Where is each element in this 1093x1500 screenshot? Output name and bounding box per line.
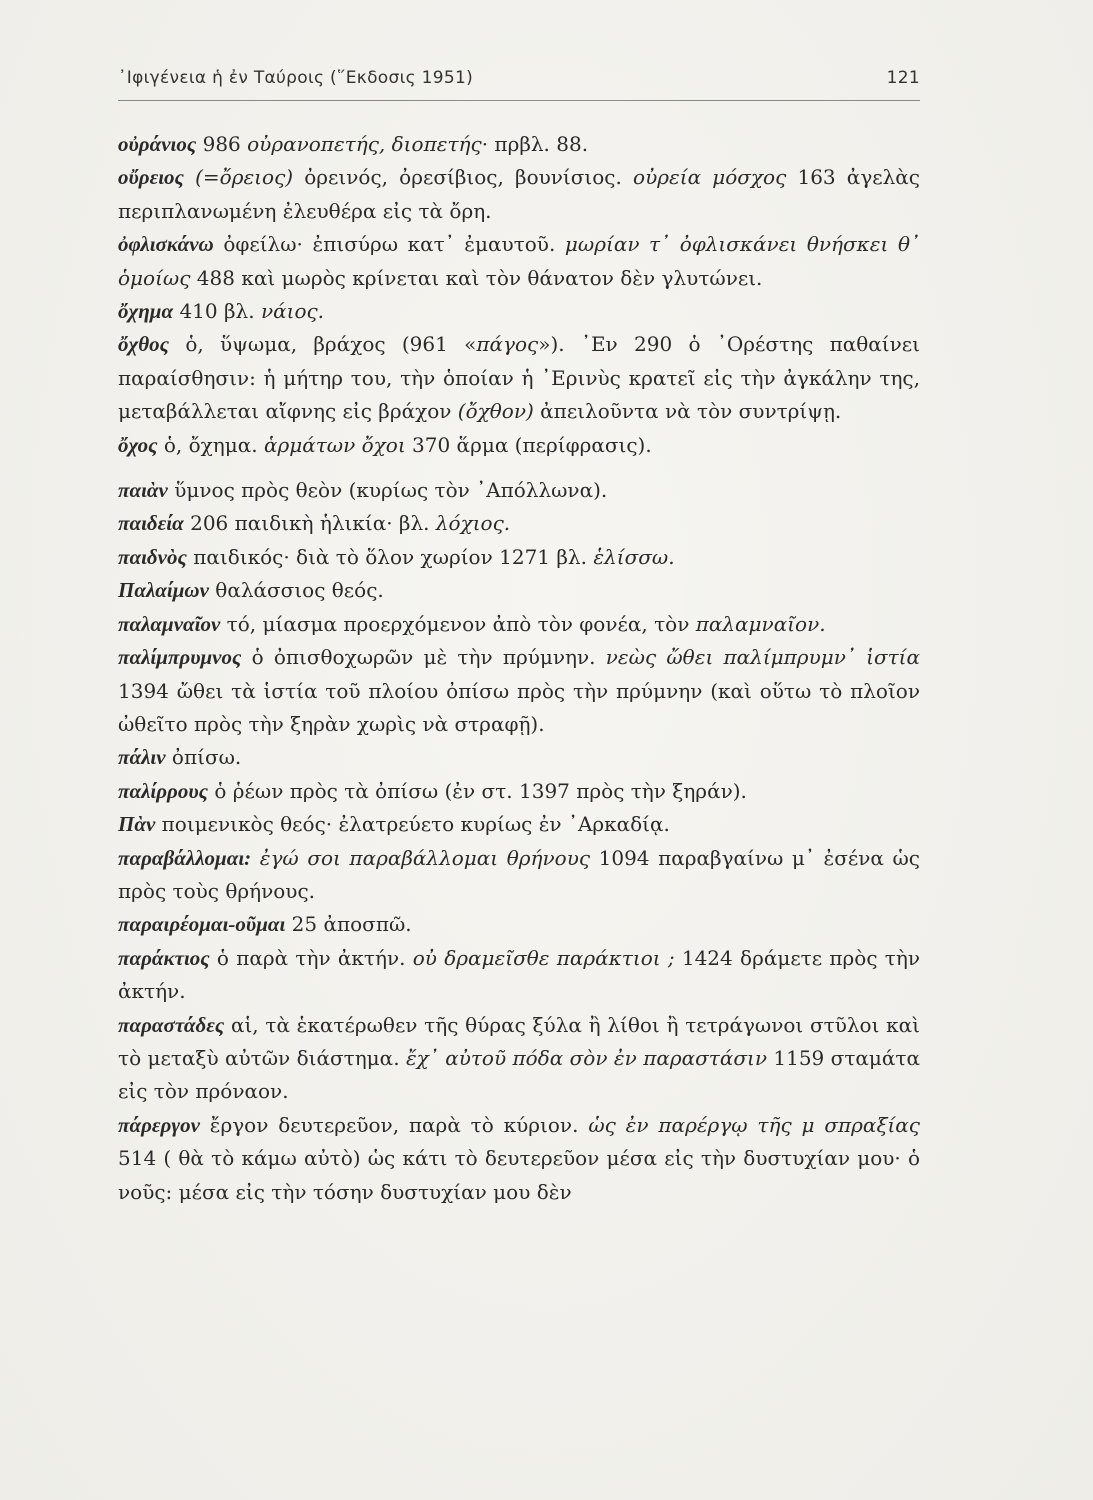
entry-definition: θαλάσσιος θεός.: [208, 578, 384, 603]
entry-citation: ἔχ᾿ αὐτοῦ πόδα σὸν ἐν παραστάσιν: [405, 1045, 767, 1070]
entry-definition: 410 βλ.: [173, 299, 261, 324]
entry-definition: ὁ, ὕψωμα, βράχος (961 «: [169, 332, 477, 357]
glossary-entries: [118, 128, 920, 1209]
glossary-entry: [118, 842, 920, 909]
header-rule: [118, 100, 920, 101]
glossary-entry: [118, 295, 920, 328]
entry-citation: πάγος: [476, 332, 539, 357]
entry-headword: παραβάλλομαι:: [118, 845, 252, 870]
entry-headword: Παλαίμων: [118, 578, 209, 603]
entry-definition: ὁ παρὰ τὴν ἀκτήν.: [209, 945, 413, 970]
entry-definition: τό, μίασμα προερχόμενον ἀπὸ τὸν φονέα, τὸν: [220, 611, 696, 636]
entry-headword: πάλιν: [118, 745, 166, 770]
entry-headword: πάρεργον: [118, 1112, 200, 1137]
entry-definition: 1094 παραβγαίνω μ᾿ ἐσένα ὡς πρὸς τοὺς θρήνους.: [118, 845, 920, 903]
entry-citation: οὐ δραμεῖσθε παράκτιοι ;: [412, 945, 675, 970]
glossary-entry: [118, 641, 920, 741]
entry-headword: Πὰν: [118, 812, 156, 837]
entry-definition: · πρβλ. 88.: [481, 132, 589, 156]
entry-headword: παιδεία: [118, 511, 184, 536]
entry-citation: παλαμναῖον.: [695, 611, 826, 636]
glossary-entry: [118, 608, 920, 641]
entry-definition: 986: [196, 132, 248, 156]
glossary-entry: [118, 128, 920, 161]
entry-citation: ἁρμάτων ὄχοι: [263, 432, 406, 457]
page-number: 121: [886, 68, 920, 88]
entry-definition: 1159 σταμάτα εἰς τὸν πρόναον.: [118, 1045, 920, 1104]
entry-definition: 1424 δράμετε πρὸς τὴν ἀκτήν.: [118, 945, 920, 1004]
glossary-entry: [118, 808, 920, 841]
entry-definition: 1394 ὤθει τὰ ἱστία τοῦ πλοίου ὀπίσω πρὸς τὴν πρύμνην (καὶ οὕτω τὸ πλοῖον ὠθεῖτο πρὸς τὴν ξηρὰν χωρὶς νὰ στραφῇ).: [118, 678, 920, 736]
entry-citation: ἑλίσσω.: [593, 544, 675, 569]
entry-definition: ὕμνος πρὸς θεὸν (κυρίως τὸν ᾿Απόλλωνα).: [167, 478, 608, 503]
glossary-entry: [118, 429, 920, 462]
entry-citation: ὡς ἐν παρέργῳ τῆς μ σπραξίας: [588, 1112, 921, 1137]
glossary-entry: [118, 1009, 920, 1109]
entry-citation: (=ὄρειος): [195, 165, 294, 190]
glossary-entry: [118, 574, 920, 607]
entry-headword: ὀφλισκάνω: [118, 232, 214, 257]
entry-citation: λόχιος.: [435, 511, 511, 536]
entry-citation: ἐγώ σοι παραβάλλομαι θρήνους: [259, 845, 591, 870]
entry-headword: παλίμπρυμνος: [118, 645, 242, 670]
entry-definition: 370 ἅρμα (περίφρασις).: [405, 432, 652, 457]
entry-citation: νεὼς ὤθει παλίμπρυμν᾿ ἱστία: [605, 645, 921, 670]
entry-headword: ὄχημα: [118, 299, 174, 324]
entry-headword: ὄχθος: [118, 332, 170, 357]
glossary-entry: [118, 942, 920, 1009]
entry-definition: [184, 165, 195, 189]
entry-definition: ποιμενικὸς θεός· ἐλατρεύετο κυρίως ἐν ᾿Αρκαδίᾳ.: [155, 812, 670, 837]
entry-headword: ὄχος: [118, 432, 158, 457]
entry-citation: νάιος.: [260, 299, 325, 324]
entry-citation: (ὄχθον): [457, 399, 534, 424]
entry-citation: οὐρεία μόσχος: [633, 165, 787, 190]
glossary-entry: [118, 161, 920, 228]
entry-definition: 25 ἀποσπῶ.: [285, 912, 412, 937]
entry-definition: ἀπειλοῦντα νὰ τὸν συντρίψῃ.: [533, 399, 842, 424]
entry-definition: παιδικός· διὰ τὸ ὅλον χωρίον 1271 βλ.: [186, 544, 594, 569]
entry-definition: 206 παιδικὴ ἡλικία· βλ.: [183, 511, 436, 536]
running-head: [118, 68, 920, 88]
entry-headword: παλαμναῖον: [118, 611, 221, 636]
entry-headword: παράκτιος: [118, 945, 210, 970]
entry-citation: οὐρανοπετής, διοπετής: [247, 132, 482, 156]
entry-definition: ἔργον δευτερεῦον, παρὰ τὸ κύριον.: [199, 1112, 589, 1137]
glossary-entry: [118, 775, 920, 808]
entry-definition: [251, 846, 260, 870]
glossary-entry: [118, 541, 920, 574]
glossary-entry: [118, 474, 920, 507]
entry-definition: αἱ, τὰ ἑκατέρωθεν τῆς θύρας ξύλα ἢ λίθοι ἢ τετράγωνοι στῦλοι καὶ τὸ μεταξὺ αὐτῶν διάστημα.: [118, 1012, 920, 1070]
entry-headword: οὔρειος: [118, 165, 184, 190]
glossary-entry: [118, 741, 920, 774]
glossary-entry: [118, 908, 920, 941]
entry-headword: παραιρέομαι-οῦμαι: [118, 912, 286, 937]
entry-definition: ὀφείλω· ἐπισύρω κατ᾿ ἐμαυτοῦ.: [213, 232, 565, 257]
entry-definition: 163 ἀγελὰς περιπλανωμένη ἐλευθέρα εἰς τὰ ὄρη.: [118, 165, 921, 223]
entry-definition: ὀπίσω.: [165, 745, 242, 770]
entry-definition: ὁ ῥέων πρὸς τὰ ὀπίσω (ἐν στ. 1397 πρὸς τὴν ξηράν).: [208, 778, 747, 803]
running-title: ᾿Ιφιγένεια ἡ ἐν Ταύροις (῞Εκδοσις 1951): [118, 68, 473, 88]
entry-definition: ὁ ὀπισθοχωρῶν μὲ τὴν πρύμνην.: [241, 645, 606, 670]
entry-definition: ὁ, ὄχημα.: [157, 432, 264, 457]
entry-definition: 488 καὶ μωρὸς κρίνεται καὶ τὸν θάνατον δὲν γλυτώνει.: [190, 265, 763, 290]
entry-definition: 514 ( θὰ τὸ κάμω αὐτὸ) ὡς κάτι τὸ δευτερεῦον μέσα εἰς τὴν δυστυχίαν μου· ὁ νοῦς: μέσα εἰς τὴν τόσην δυστυχίαν μου δὲν: [118, 1146, 920, 1204]
entry-headword: παλίρρους: [118, 778, 209, 803]
entry-headword: παραστάδες: [118, 1012, 225, 1037]
glossary-entry: [118, 328, 920, 428]
glossary-entry: [118, 507, 920, 540]
glossary-entry: [118, 228, 920, 295]
entry-headword: οὐράνιος: [118, 132, 197, 156]
entry-citation: μωρίαν τ᾿ ὀφλισκάνει θνήσκει θ᾿ ὁμοίως: [118, 232, 920, 290]
entry-definition: ὀρεινός, ὀρεσίβιος, βουνίσιος.: [293, 165, 634, 190]
glossary-entry: [118, 1109, 920, 1209]
entry-headword: παιὰν: [118, 478, 168, 503]
entry-definition: »). ᾿Εν 290 ὁ ᾿Ορέστης παθαίνει παραίσθησιν: ἡ μήτηρ του, τὴν ὁποίαν ἡ ᾿Ερινὺς κρατεῖ εἰς τὴν ἀγκάλην της, μεταβάλλεται αἴφνης εἰς βράχον: [118, 332, 920, 424]
entry-headword: παιδνὸς: [118, 544, 187, 569]
